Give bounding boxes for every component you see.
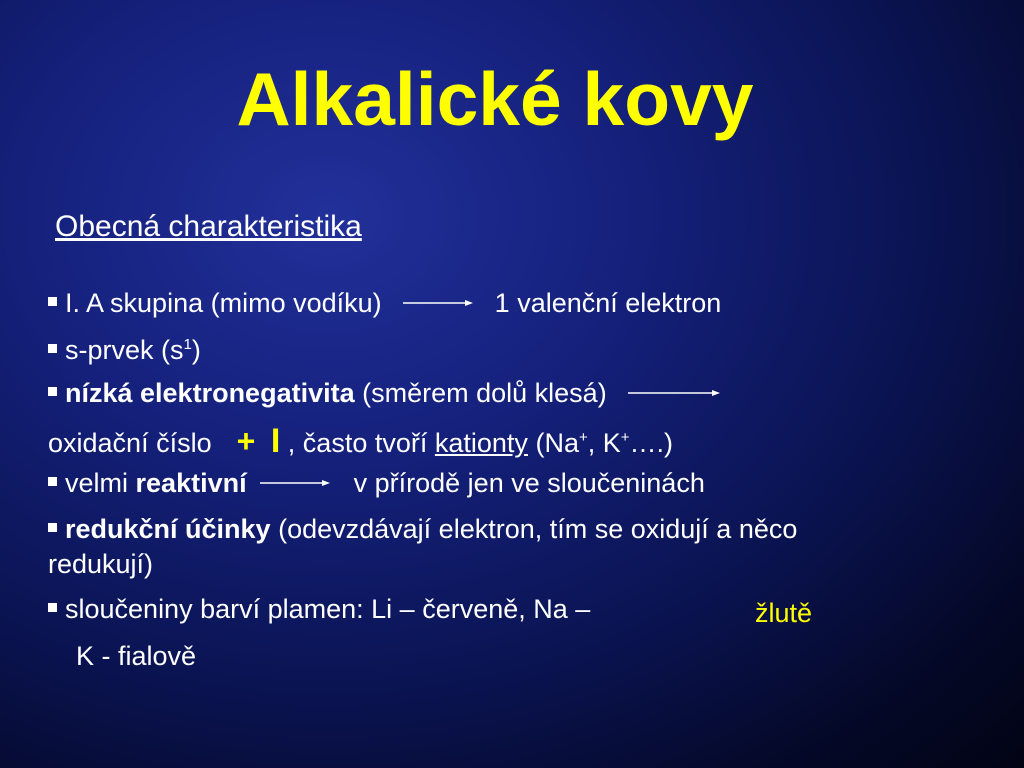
group-text: I. A skupina (mimo vodíku) [65,288,382,318]
oxidation-sup2: + [620,429,630,446]
arrow-right-icon [403,298,473,308]
bullet-square-icon [48,477,57,486]
bullet-square-icon [48,603,57,612]
sprvek-text: s-prvek (s [65,335,184,365]
reactive-result: v přírodě jen ve sloučeninách [353,468,705,498]
flame-continuation: K - fialově [76,641,197,671]
flame-text: sloučeniny barví plamen: Li – červeně, Na – [65,594,591,624]
bullet-square-icon [48,297,57,306]
electronegativity-rest: (směrem dolů klesá) [362,378,607,408]
oxidation-text3: (Na [535,428,579,458]
electronegativity-bold: nízká elektronegativita [65,378,355,408]
slide-title: Alkalické kovy [236,57,754,141]
sprvek-close: ) [191,335,201,365]
oxidation-plus: + [236,423,256,459]
oxidation-text5: ….) [629,428,674,458]
bullet-line-flame [48,596,590,623]
reduction-bold: redukční účinky [65,514,271,544]
bullet-line-reactive [48,470,705,497]
bullet-square-icon [48,387,57,396]
oxidation-text2: , často tvoří [287,428,428,458]
bullet-line-electronegativity [48,380,720,407]
bullet-line-group [48,290,721,317]
reduction-continuation: redukují) [48,549,154,579]
bullet-line-sprvek [48,337,201,364]
oxidation-line [48,424,673,458]
bullet-line-reduction [48,516,797,543]
sprvek-sup: 1 [183,336,192,353]
oxidation-sup1: + [578,429,588,446]
flame-yellow: žlutě [755,598,813,628]
reactive-bold: reaktivní [135,468,247,498]
oxidation-text4: , K [587,428,621,458]
slide-subtitle: Obecná charakteristika [55,210,362,243]
bullet-square-icon [48,523,57,532]
arrow-right-icon [260,478,330,488]
reactive-text: velmi [65,468,129,498]
valence-text: 1 valenční elektron [494,288,722,318]
bullet-square-icon [48,344,57,353]
oxidation-roman: I [270,422,281,460]
arrow-right-icon [628,388,720,398]
reduction-rest: (odevzdávají elektron, tím se oxidují a něco [278,514,798,544]
kationty-link-text: kationty [434,428,528,458]
oxidation-text: oxidační číslo [48,428,212,458]
